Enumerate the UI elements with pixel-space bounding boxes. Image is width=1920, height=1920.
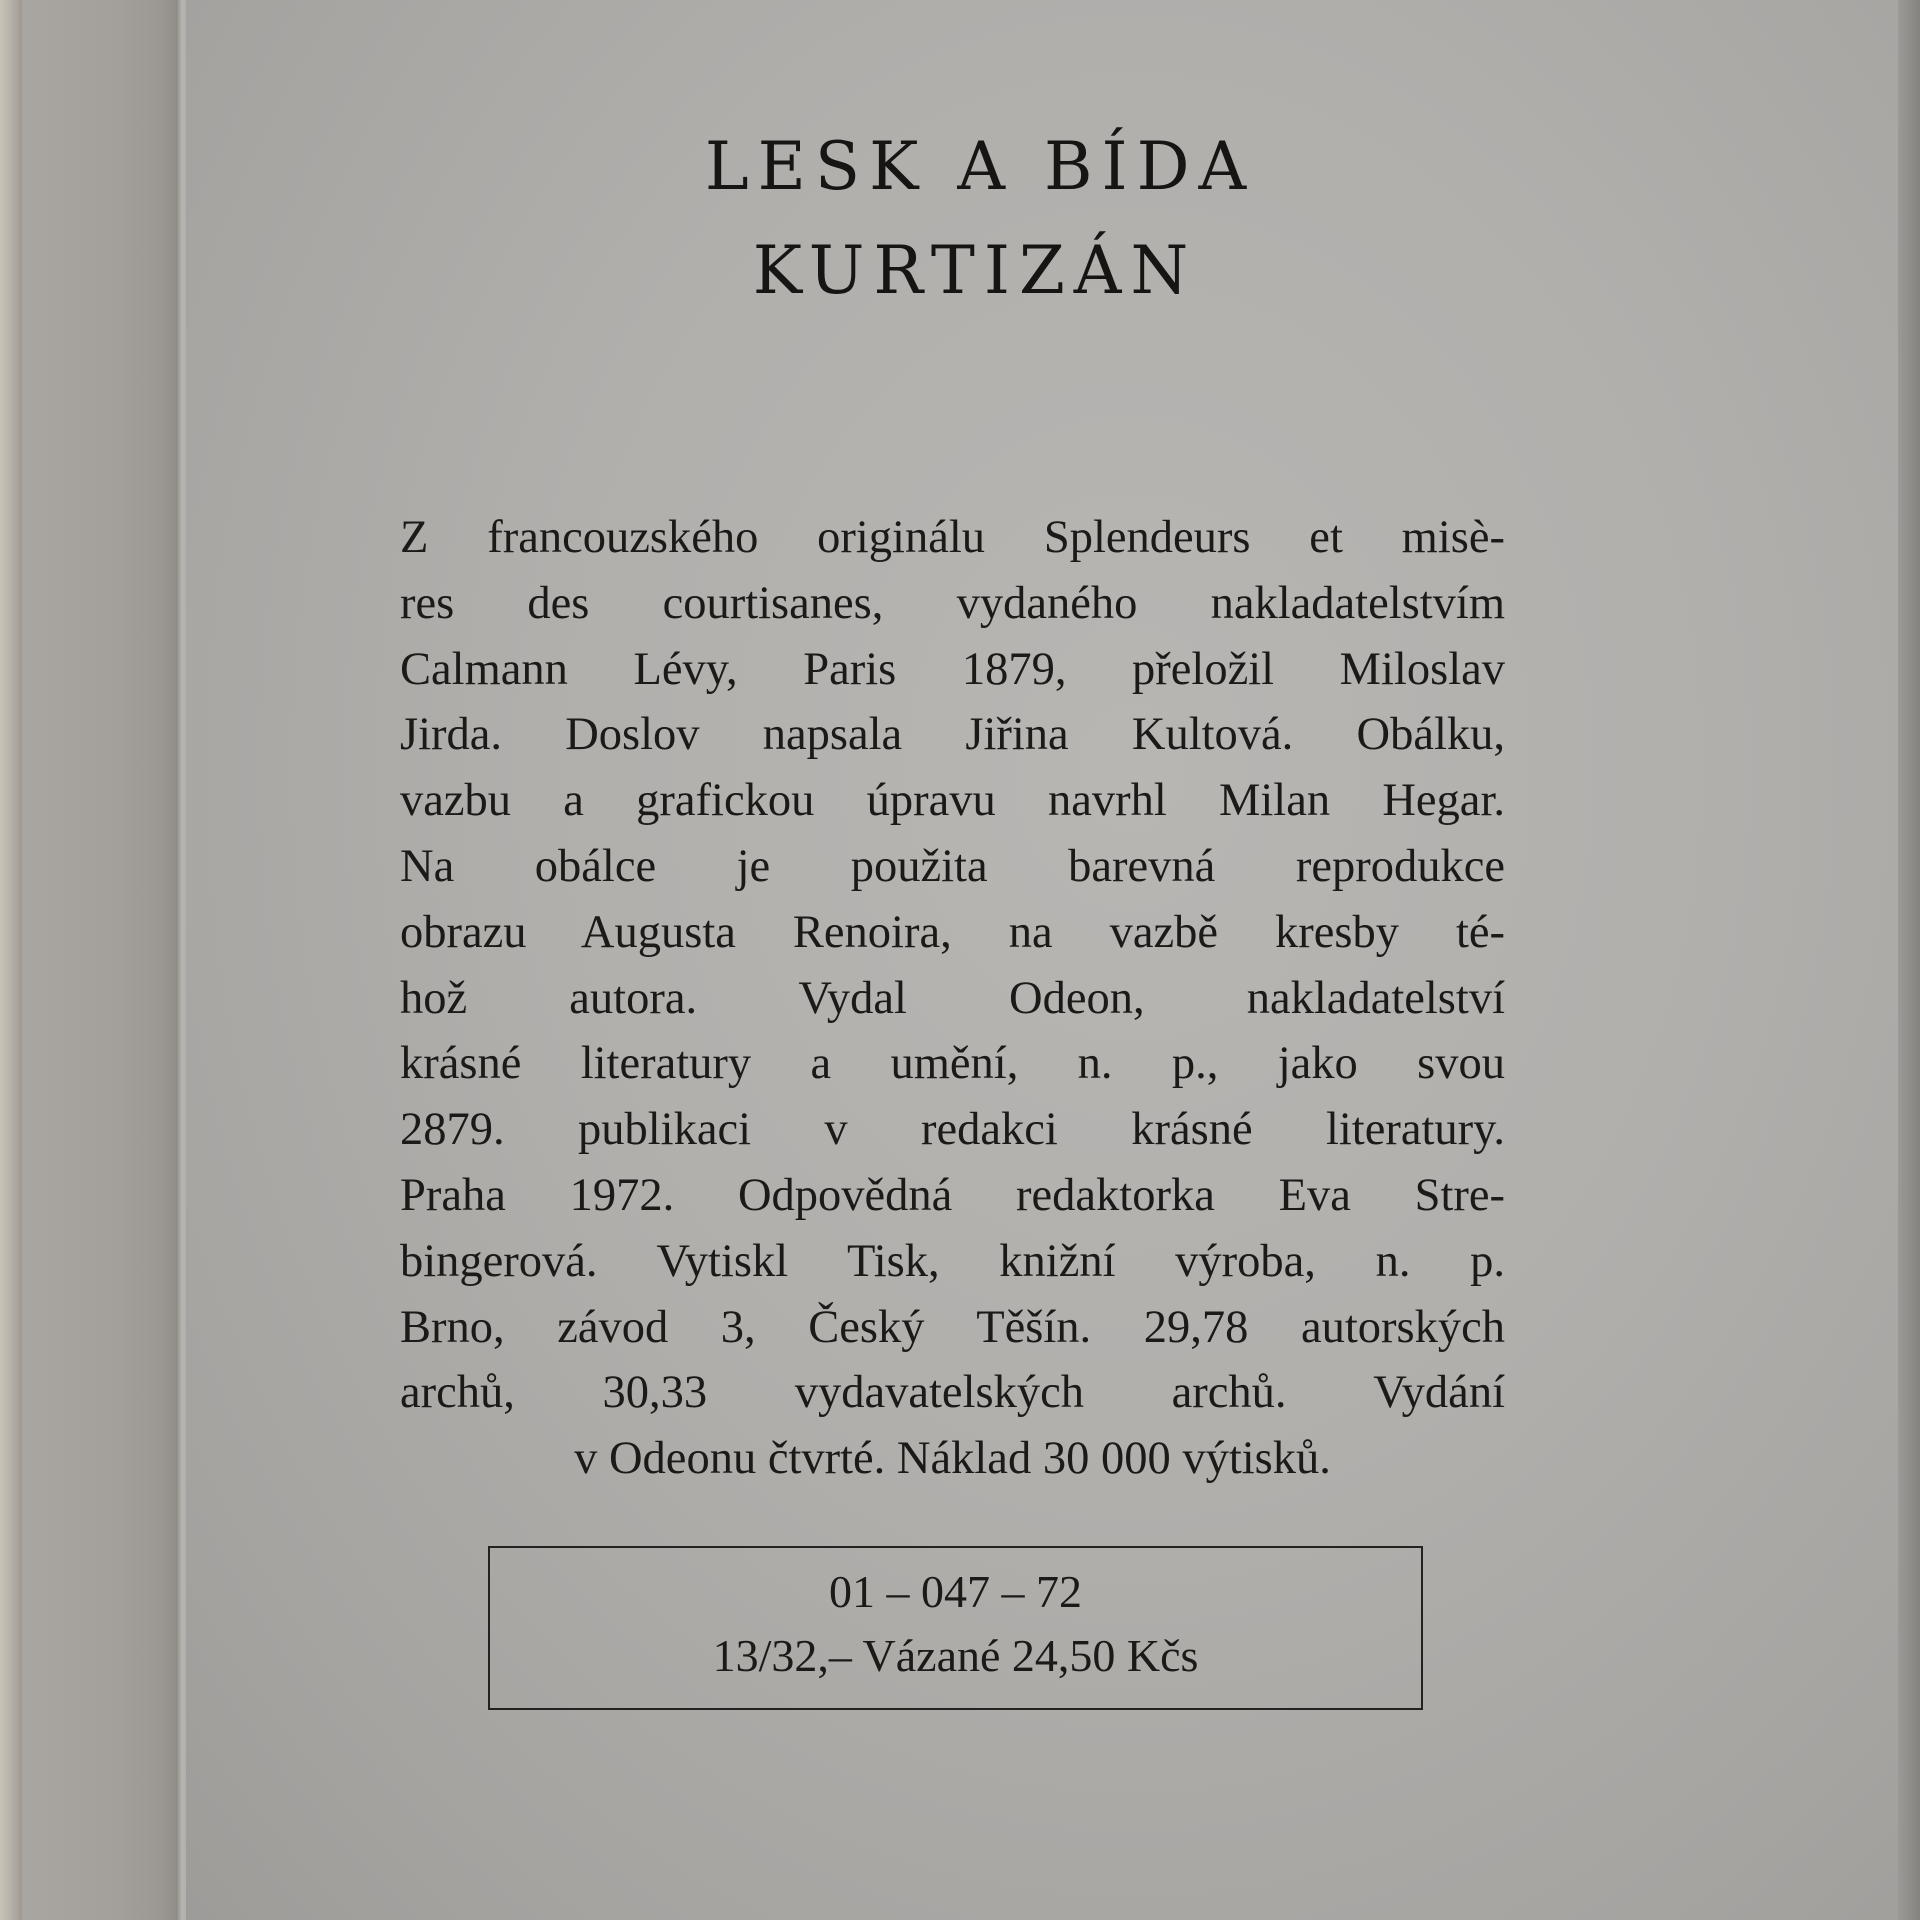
imprint-line: obrazu Augusta Renoira, na vazbě kresby té-: [400, 906, 1505, 958]
imprint-line: bingerová. Vytiskl Tisk, knižní výroba, n. p.: [400, 1235, 1505, 1287]
imprint-line: archů, 30,33 vydavatelských archů. Vydání: [400, 1367, 1505, 1419]
imprint-line: Z francouzského originálu Splendeurs et misè-: [400, 512, 1505, 563]
imprint-line: Calmann Lévy, Paris 1879, přeložil Miloslav: [400, 643, 1505, 695]
imprint-line: res des courtisanes, vydaného nakladatelstvím: [400, 577, 1505, 629]
price-box: [488, 1546, 1423, 1710]
imprint-line: Na obálce je použita barevná reprodukce: [400, 840, 1505, 892]
price-line: 13/32,– Vázané 24,50 Kčs: [712, 1630, 1199, 1681]
book-title: [0, 115, 1920, 323]
title-line-2: KURTIZÁN: [752, 232, 1198, 309]
title-line-1: LESK A BÍDA: [704, 128, 1256, 205]
imprint-line: krásné literatury a umění, n. p., jako svou: [400, 1038, 1505, 1090]
imprint-line: hož autora. Vydal Odeon, nakladatelství: [400, 972, 1505, 1024]
imprint-line: 2879. publikaci v redakci krásné literatury.: [400, 1104, 1505, 1156]
catalog-code: 01 – 047 – 72: [829, 1566, 1082, 1617]
imprint-line: v Odeonu čtvrté. Náklad 30 000 výtisků.: [574, 1433, 1331, 1485]
imprint-text: [400, 505, 1505, 1492]
imprint-line: Praha 1972. Odpovědná redaktorka Eva Stre-: [400, 1169, 1505, 1221]
imprint-line: vazbu a grafickou úpravu navrhl Milan Hegar.: [400, 775, 1505, 827]
imprint-line: Brno, závod 3, Český Těšín. 29,78 autorských: [400, 1301, 1505, 1353]
imprint-line: Jirda. Doslov napsala Jiřina Kultová. Obálku,: [400, 709, 1505, 761]
